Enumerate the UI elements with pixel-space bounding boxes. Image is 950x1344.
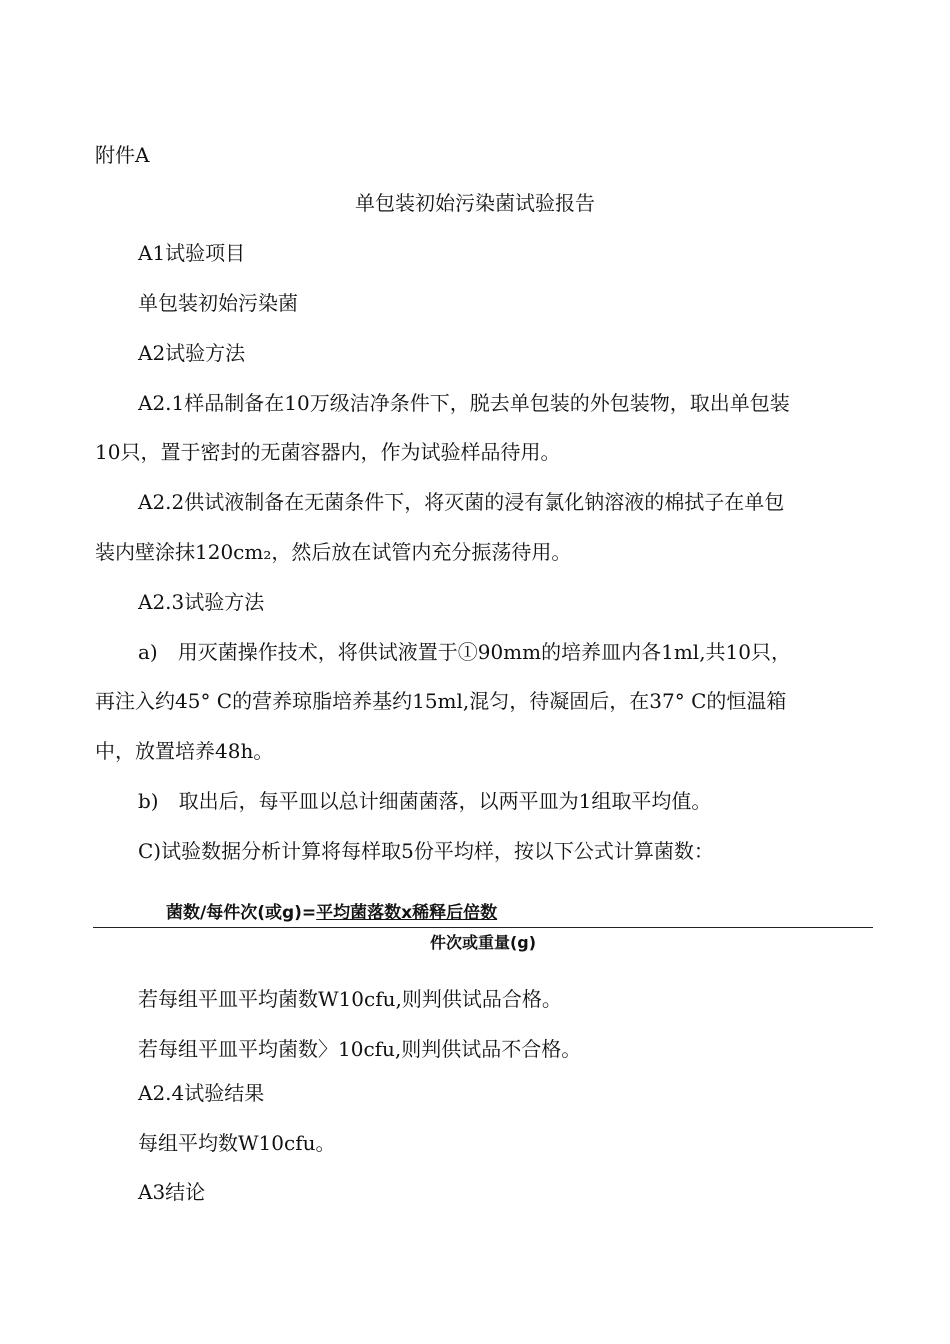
- formula-numerator: 平均菌落数x稀释后倍数: [316, 903, 498, 923]
- formula-numerator-row: [166, 898, 497, 923]
- section-a21-line2: 10只，置于密封的无菌容器内，作为试验样品待用。: [95, 440, 561, 464]
- section-a1-heading: A1试验项目: [138, 241, 246, 265]
- section-a22-line1: A2.2供试液制备在无菌条件下，将灭菌的浸有氯化钠溶液的棉拭子在单包: [138, 490, 785, 514]
- section-a23-heading: A2.3试验方法: [138, 590, 265, 614]
- section-a21-line1: A2.1样品制备在10万级洁净条件下，脱去单包装的外包装物，取出单包装: [138, 391, 790, 415]
- formula-denominator: 件次或重量(g): [429, 933, 537, 952]
- step-a-line3: 中，放置培养48h。: [95, 739, 274, 763]
- section-a3-heading: A3结论: [138, 1180, 206, 1204]
- section-a24-heading: A2.4试验结果: [138, 1081, 265, 1105]
- appendix-label: 附件A: [95, 143, 150, 167]
- step-c: C)试验数据分析计算将每样取5份平均样，按以下公式计算菌数：: [138, 839, 714, 863]
- document-title: 单包装初始污染菌试验报告: [355, 191, 595, 215]
- formula-divider: [93, 927, 873, 928]
- step-a-line2: 再注入约45° C的营养琼脂培养基约15ml,混匀，待凝固后，在37° C的恒温箱: [95, 689, 787, 713]
- criterion-pass: 若每组平皿平均菌数W10cfu,则判供试品合格。: [138, 987, 562, 1011]
- section-a22-line2: 装内壁涂抹120cm₂，然后放在试管内充分振荡待用。: [95, 540, 572, 564]
- criterion-fail: 若每组平皿平均菌数〉10cfu,则判供试品不合格。: [138, 1037, 582, 1061]
- section-a2-heading: A2试验方法: [138, 341, 246, 365]
- section-a24-text: 每组平均数W10cfu。: [138, 1131, 336, 1155]
- formula-lhs: 菌数/每件次(或g)=: [166, 903, 317, 923]
- section-a1-text: 单包装初始污染菌: [138, 291, 298, 315]
- step-a-line1: a) 用灭菌操作技术，将供试液置于①90mm的培养皿内各1ml,共10只，: [138, 640, 791, 664]
- step-b: b) 取出后，每平皿以总计细菌菌落，以两平皿为1组取平均值。: [138, 789, 712, 813]
